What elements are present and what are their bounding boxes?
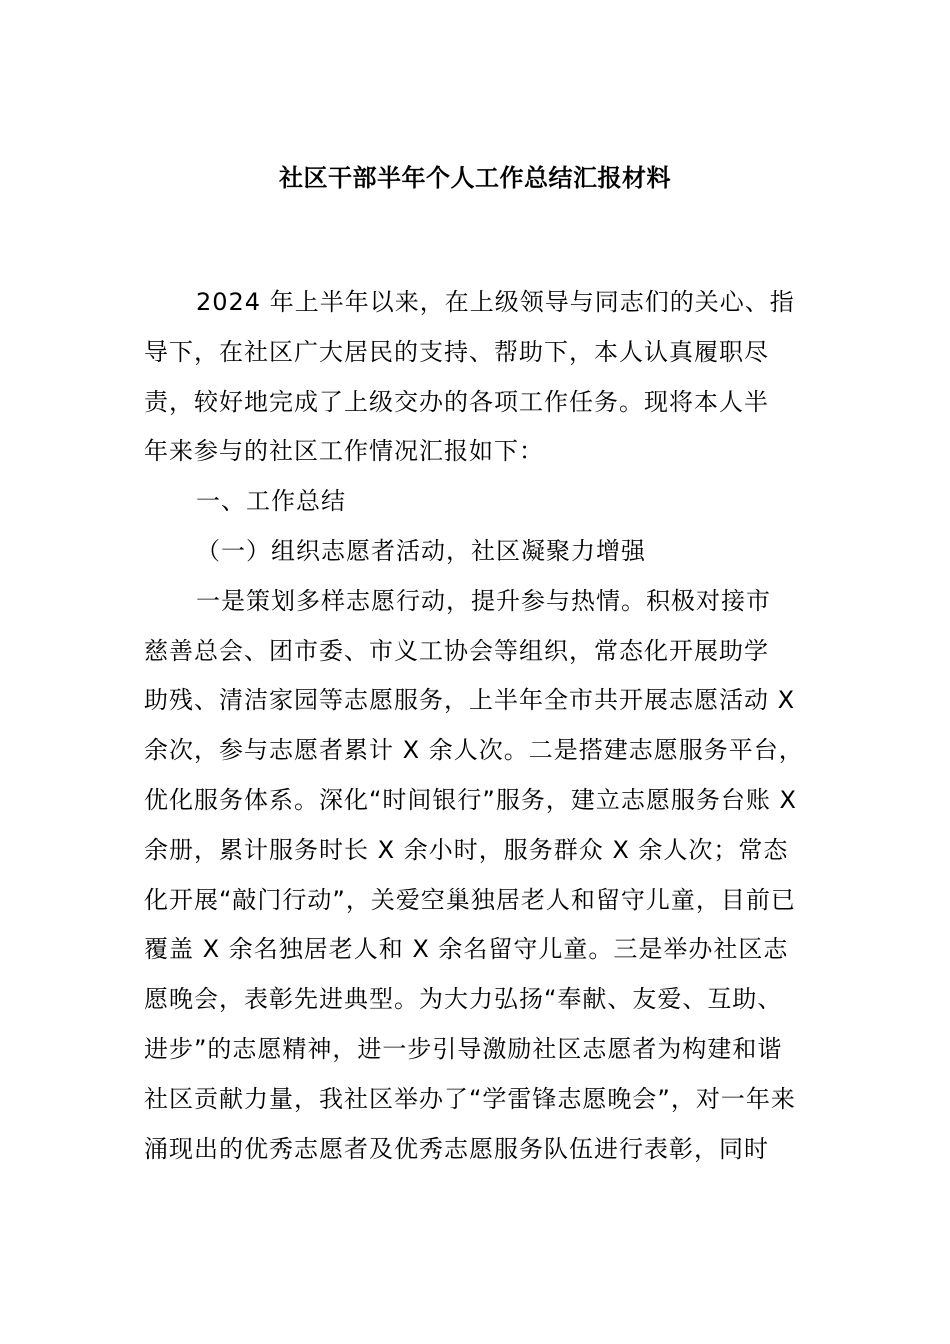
body-line: 社区贡献力量，我社区举办了“学雷锋志愿晚会”，对一年来 — [144, 1084, 796, 1113]
body-line: 余册，累计服务时长 X 余小时，服务群众 X 余人次；常态 — [144, 835, 789, 864]
body-line: 优化服务体系。深化“时间银行”服务，建立志愿服务台账 X — [144, 786, 797, 814]
body-line: 余次，参与志愿者累计 X 余人次。二是搭建志愿服务平台， — [144, 736, 804, 765]
body-line: （一）组织志愿者活动，社区凝聚力增强 — [196, 537, 646, 565]
document-title: 社区干部半年个人工作总结汇报材料 — [279, 164, 671, 192]
body-line: 愿晚会，表彰先进典型。为大力弘扬“奉献、友爱、互助、 — [144, 985, 783, 1014]
body-line: 责，较好地完成了上级交办的各项工作任务。现将本人半 — [144, 387, 769, 416]
body-line: 2024 年上半年以来，在上级领导与同志们的关心、指 — [196, 288, 795, 316]
body-line: 进步”的志愿精神，进一步引导激励社区志愿者为构建和谐 — [144, 1035, 783, 1063]
body-line: 一是策划多样志愿行动，提升参与热情。积极对接市 — [196, 586, 771, 615]
body-line: 年来参与的社区工作情况汇报如下： — [144, 437, 544, 466]
body-line: 导下，在社区广大居民的支持、帮助下，本人认真履职尽 — [144, 337, 769, 366]
body-line: 助残、清洁家园等志愿服务，上半年全市共开展志愿活动 X — [144, 686, 796, 715]
body-line: 一、工作总结 — [196, 487, 346, 516]
body-line: 化开展“敲门行动”，关爱空巢独居老人和留守儿童，目前已 — [144, 885, 796, 914]
body-line: 覆盖 X 余名独居老人和 X 余名留守儿童。三是举办社区志 — [144, 935, 789, 964]
body-line: 慈善总会、团市委、市义工协会等组织，常态化开展助学 — [144, 636, 769, 665]
body-line: 涌现出的优秀志愿者及优秀志愿服务队伍进行表彰，同时 — [144, 1134, 769, 1163]
